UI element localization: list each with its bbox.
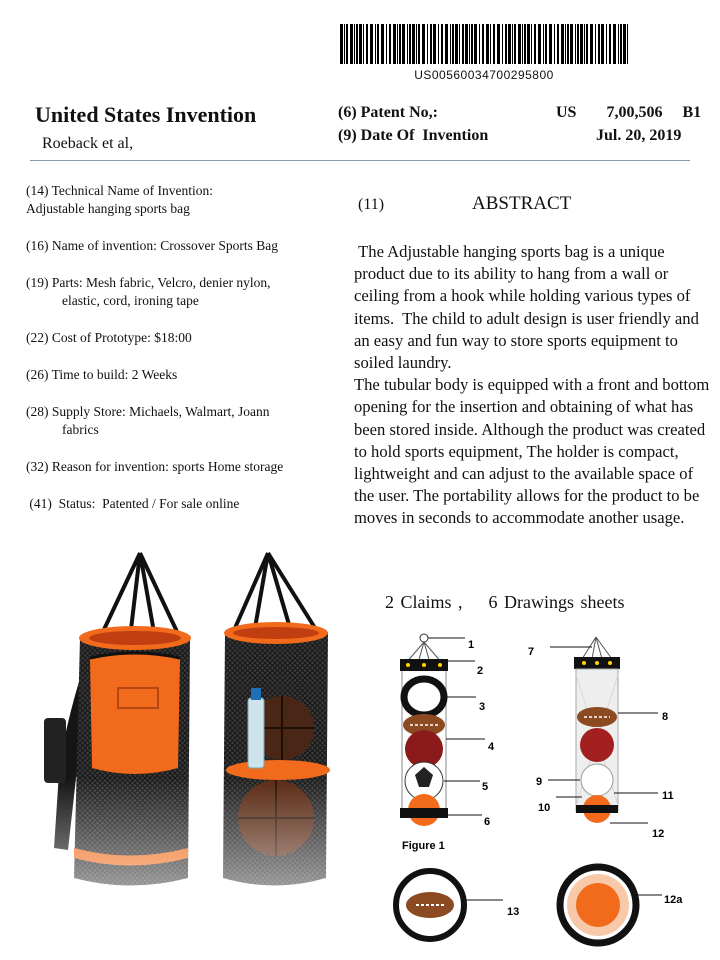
label-8: 8 bbox=[662, 711, 669, 723]
field-reason bbox=[26, 458, 338, 476]
date-value: Jul. 20, 2019 bbox=[596, 127, 682, 144]
field-line: (26) Time to build: 2 Weeks bbox=[26, 367, 178, 382]
field-cost bbox=[26, 329, 338, 347]
figure-3-drawing bbox=[396, 871, 464, 939]
label-7: 7 bbox=[528, 646, 535, 658]
barcode-number: US00560034700295800 bbox=[414, 68, 554, 82]
figure-2-drawing bbox=[574, 637, 620, 823]
field-supply-store bbox=[26, 403, 338, 439]
label-11: 11 bbox=[662, 790, 674, 802]
field-line: (19) Parts: Mesh fabric, Velcro, denier nylon, bbox=[26, 275, 271, 290]
figure-caption: Figure 1 bbox=[402, 840, 445, 852]
label-6: 6 bbox=[484, 816, 491, 828]
label-12a: 12a bbox=[664, 894, 683, 906]
field-parts bbox=[26, 274, 338, 310]
abstract-number: (11) bbox=[358, 196, 385, 213]
figure-1-drawing bbox=[400, 634, 448, 852]
label-5: 5 bbox=[482, 781, 489, 793]
document-title: United States Invention bbox=[35, 102, 257, 127]
field-invention-name bbox=[26, 237, 338, 255]
field-line: (41) Status: Patented / For sale online bbox=[26, 496, 240, 511]
field-line: (16) Name of invention: Crossover Sports Bag bbox=[26, 238, 278, 253]
label-12: 12 bbox=[652, 828, 665, 840]
product-photo bbox=[30, 548, 360, 948]
abstract-paragraph-2: The tubular body is equipped with a front and bottom opening for the insertion and obtaining of what has been stored inside. Although the product was created to hold sports equipment, The holder is compact, lightweight and can adjust to the available space of the user. The portability allows for the product to be moves in seconds to accommodate another usage. bbox=[354, 375, 710, 528]
claims-count: 2 Claims , 6 Drawings sheets bbox=[385, 592, 625, 612]
label-1: 1 bbox=[468, 639, 475, 651]
abstract-paragraph-1: The Adjustable hanging sports bag is a unique product due to its ability to hang from a wall or ceiling from a hook while holding various types of items. The child to adult design is user friendly and an easy and fun way to store sports equipment to soiled laundry. bbox=[354, 242, 704, 373]
bibliographic-fields bbox=[26, 182, 338, 532]
field-line: elastic, cord, ironing tape bbox=[62, 293, 199, 308]
label-9: 9 bbox=[536, 776, 543, 788]
field-status bbox=[26, 495, 338, 513]
label-3: 3 bbox=[479, 701, 486, 713]
label-13: 13 bbox=[507, 906, 520, 918]
abstract-heading: ABSTRACT bbox=[472, 193, 572, 214]
label-4: 4 bbox=[488, 741, 495, 753]
patent-number-label: (6) Patent No,: bbox=[338, 104, 438, 121]
abstract-text bbox=[354, 241, 710, 530]
patent-drawings bbox=[370, 625, 710, 955]
field-line: (28) Supply Store: Michaels, Walmart, Joann bbox=[26, 404, 270, 419]
field-time bbox=[26, 366, 338, 384]
figure-4-drawing bbox=[560, 867, 636, 943]
field-line: Adjustable hanging sports bag bbox=[26, 201, 190, 216]
field-line: (22) Cost of Prototype: $18:00 bbox=[26, 330, 192, 345]
patent-number-value: US 7,00,506 B1 bbox=[556, 104, 702, 121]
field-line: fabrics bbox=[62, 422, 99, 437]
field-line: (32) Reason for invention: sports Home storage bbox=[26, 459, 284, 474]
date-label: (9) Date Of Invention bbox=[338, 127, 489, 144]
label-2: 2 bbox=[477, 665, 484, 677]
barcode bbox=[340, 24, 628, 64]
label-10: 10 bbox=[538, 802, 551, 814]
field-line: (14) Technical Name of Invention: bbox=[26, 183, 213, 198]
header-divider bbox=[30, 160, 690, 161]
field-technical-name bbox=[26, 182, 338, 218]
authors: Roeback et al, bbox=[42, 135, 134, 152]
